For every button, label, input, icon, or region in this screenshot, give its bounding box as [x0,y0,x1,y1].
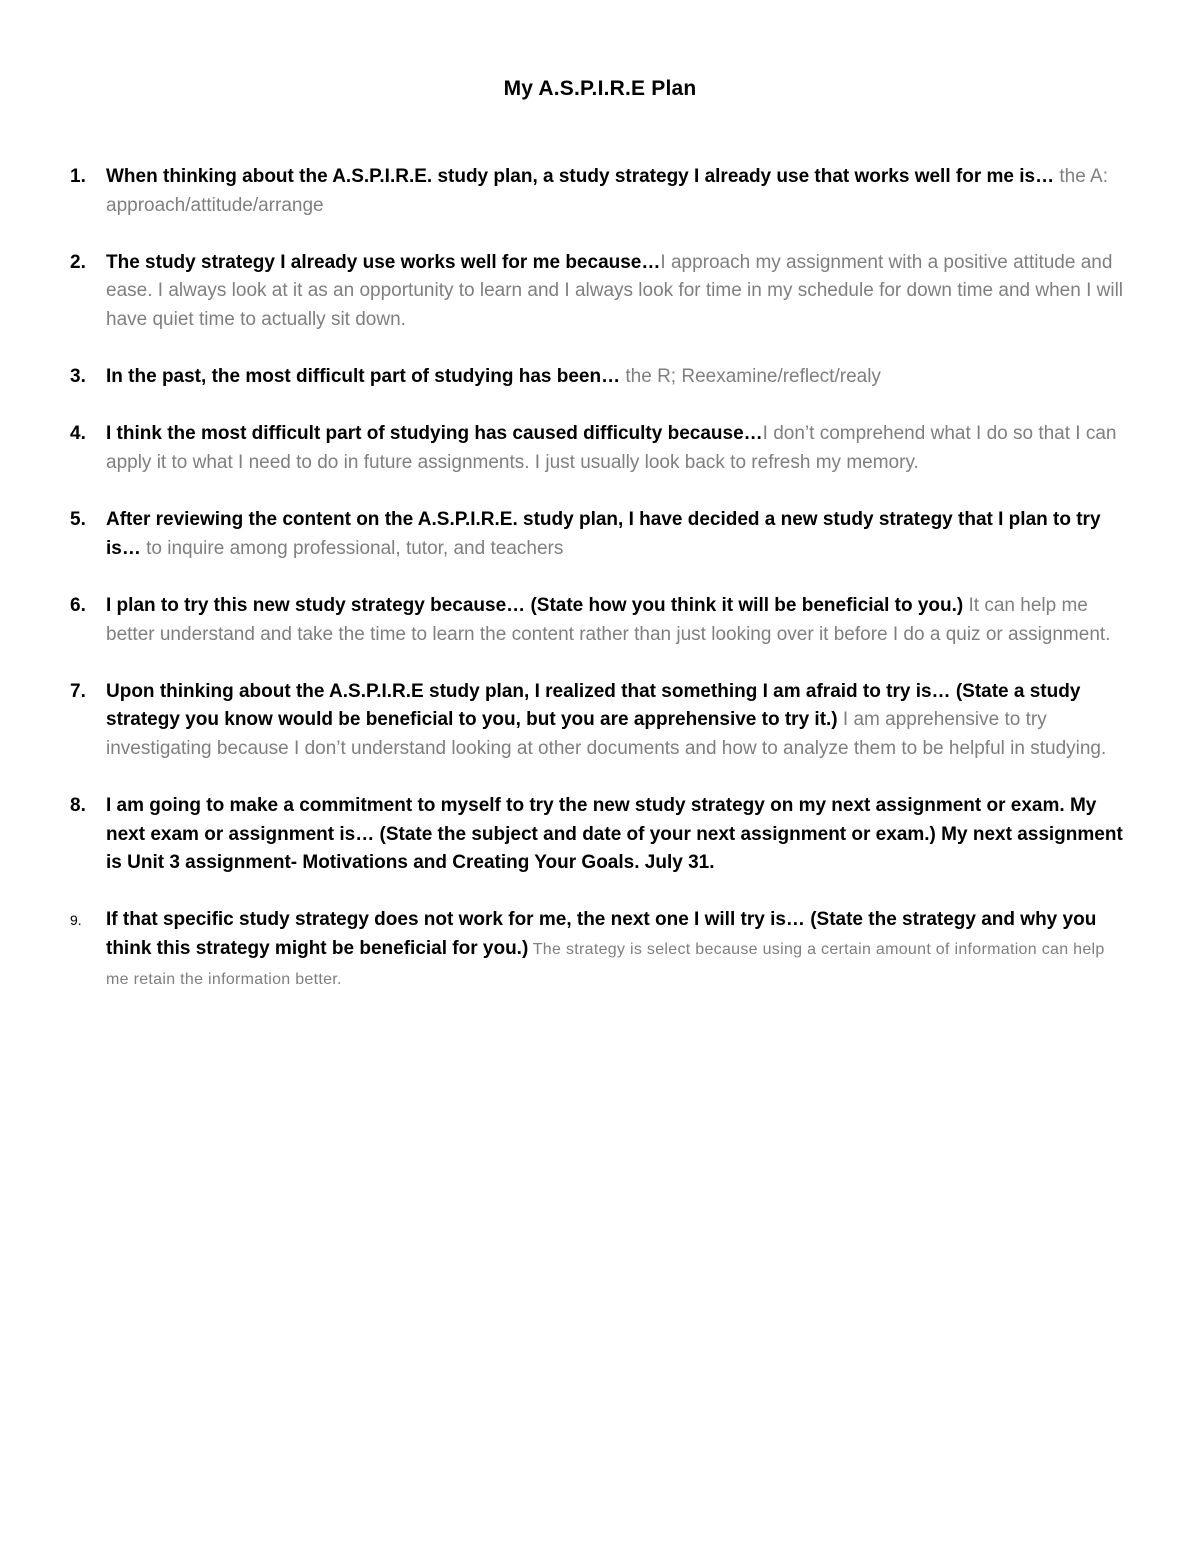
question-prompt: The study strategy I already use works well for me because… [106,251,661,273]
question-item-8 [0,792,1130,878]
question-item-5 [0,506,1130,563]
question-number: 8. [70,795,86,817]
question-prompt: If that specific study strategy does not work for me, the next one I will try is… (State the strategy and why you think this strategy might be beneficial for you.) [106,909,1097,960]
question-answer: I approach my assignment with a positive attitude and ease. I always look at it as an opportunity to learn and I always look for time in my schedule for down time and when I will have quiet time to actually sit down. [106,251,1124,330]
question-item-3 [0,363,1130,392]
question-number: 2. [70,251,86,273]
question-number: 9. [70,912,82,929]
question-item-9 [0,906,1130,994]
question-item-4 [0,420,1130,477]
question-prompt: I plan to try this new study strategy because… (State how you think it will be beneficial to you.) [106,594,964,616]
question-item-7 [0,678,1130,764]
question-item-2 [0,249,1130,335]
question-prompt: When thinking about the A.S.P.I.R.E. study plan, a study strategy I already use that works well for me is… [106,166,1055,187]
question-item-6 [0,592,1130,649]
question-number: 3. [70,366,86,388]
question-prompt: In the past, the most difficult part of studying has been… [106,366,621,388]
question-number: 1. [70,166,86,187]
question-number: 4. [70,423,86,445]
question-item-1 [0,163,1130,220]
question-prompt: Upon thinking about the A.S.P.I.R.E study plan, I realized that something I am afraid to try is… (State a study strategy you know would be beneficial to you, but you are apprehensive to try it.) [106,680,1081,731]
question-answer: the A: approach/attitude/arrange [106,166,1108,216]
question-answer: I am apprehensive to try investigating because I don’t understand looking at other documents and how to analyze them to be helpful in studying. [106,709,1107,759]
question-answer: My next assignment is Unit 3 assignment- Motivations and Creating Your Goals. July 31. [106,823,1123,874]
question-prompt: I am going to make a commitment to myself to try the new study strategy on my next assignment or exam. My next exam or assignment is… (State the subject and date of your next assignment or exam.) [106,795,1097,845]
question-list [0,163,1200,1023]
question-prompt: I think the most difficult part of studying has caused difficulty because… [106,423,763,445]
question-answer: I don’t comprehend what I do so that I can apply it to what I need to do in future assignments. I just usually look back to refresh my memory. [106,423,1117,473]
page-title: My A.S.P.I.R.E Plan [503,77,697,100]
question-answer: It can help me better understand and take the time to learn the content rather than just looking over it before I do a quiz or assignment. [106,594,1111,645]
question-number: 5. [70,509,86,531]
question-number: 6. [70,594,86,616]
question-answer: to inquire among professional, tutor, and teachers [140,537,564,559]
question-number: 7. [70,680,86,702]
question-answer: The strategy is select because using a certain amount of information can help me retain the information better. [106,941,1105,988]
question-prompt: After reviewing the content on the A.S.P.I.R.E. study plan, I have decided a new study strategy that I plan to try is… [106,509,1101,559]
question-answer: the R; Reexamine/reflect/realy [620,366,881,388]
